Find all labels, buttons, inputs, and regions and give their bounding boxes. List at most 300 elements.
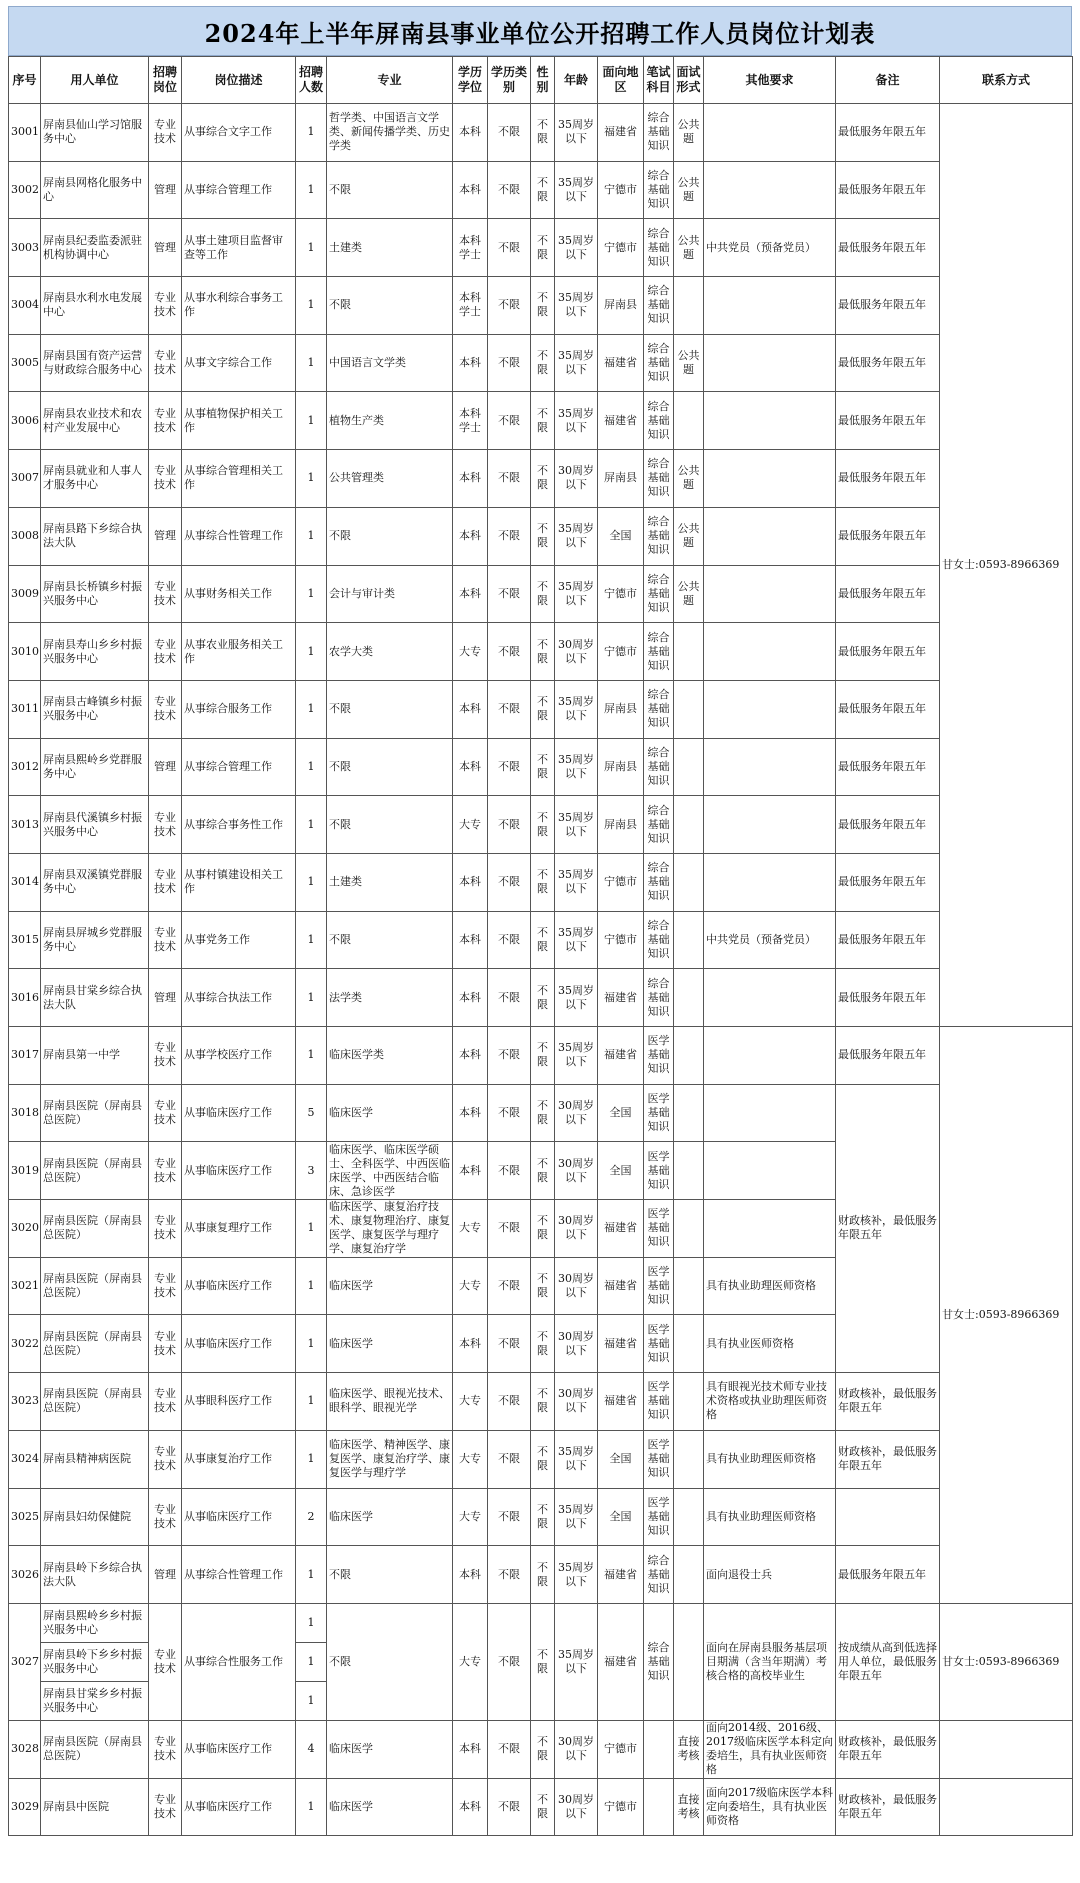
other-cell [704, 738, 836, 796]
age-cell: 35周岁以下 [555, 565, 598, 623]
written-cell: 综合基础知识 [644, 1546, 674, 1604]
degree-cell: 本科 [453, 1546, 488, 1604]
other-cell [704, 392, 836, 450]
post-type-cell: 管理 [149, 1546, 182, 1604]
other-cell: 中共党员（预备党员） [704, 219, 836, 277]
header-degree: 学历学位 [453, 57, 488, 104]
unit-cell: 屏南县长桥镇乡村振兴服务中心 [41, 565, 149, 623]
degree-type-cell: 不限 [488, 507, 531, 565]
header-interview: 面试形式 [674, 57, 704, 104]
written-cell: 医学基础知识 [644, 1488, 674, 1546]
unit-cell: 屏南县路下乡综合执法大队 [41, 507, 149, 565]
interview-cell [674, 1603, 704, 1720]
table-row [9, 1084, 1073, 1142]
unit-cell: 屏南县岭下乡乡村振兴服务中心 [41, 1642, 149, 1681]
post-type-cell: 专业技术 [149, 1142, 182, 1200]
other-cell: 面向在屏南县服务基层项目期满（含当年期满）考核合格的高校毕业生 [704, 1603, 836, 1720]
degree-type-cell: 不限 [488, 104, 531, 162]
major-cell: 临床医学 [327, 1720, 453, 1778]
gender-cell: 不限 [531, 161, 555, 219]
other-cell [704, 1200, 836, 1258]
written-cell: 综合基础知识 [644, 565, 674, 623]
remark-cell: 最低服务年限五年 [836, 911, 940, 969]
unit-cell: 屏南县代溪镇乡村振兴服务中心 [41, 796, 149, 854]
header-degree-type: 学历类别 [488, 57, 531, 104]
degree-type-cell: 不限 [488, 969, 531, 1027]
gender-cell: 不限 [531, 1603, 555, 1720]
table-row [9, 565, 1073, 623]
table-row [9, 738, 1073, 796]
age-cell: 35周岁以下 [555, 392, 598, 450]
remark-cell: 最低服务年限五年 [836, 1546, 940, 1604]
unit-cell: 屏南县中医院 [41, 1778, 149, 1836]
degree-cell: 本科 [453, 911, 488, 969]
table-row [9, 161, 1073, 219]
desc-cell: 从事村镇建设相关工作 [182, 853, 296, 911]
written-cell: 综合基础知识 [644, 450, 674, 508]
gender-cell: 不限 [531, 1142, 555, 1200]
written-cell: 医学基础知识 [644, 1200, 674, 1258]
major-cell: 会计与审计类 [327, 565, 453, 623]
degree-type-cell: 不限 [488, 1430, 531, 1488]
unit-cell: 屏南县妇幼保健院 [41, 1488, 149, 1546]
degree-cell: 本科 [453, 450, 488, 508]
seq-cell: 3014 [9, 853, 41, 911]
region-cell: 福建省 [598, 1373, 644, 1431]
major-cell: 临床医学 [327, 1778, 453, 1836]
seq-cell: 3018 [9, 1084, 41, 1142]
count-cell: 1 [296, 1603, 327, 1642]
major-cell: 临床医学、眼视光技术、眼科学、眼视光学 [327, 1373, 453, 1431]
gender-cell: 不限 [531, 623, 555, 681]
count-cell: 1 [296, 911, 327, 969]
post-type-cell: 专业技术 [149, 796, 182, 854]
region-cell: 全国 [598, 1430, 644, 1488]
region-cell: 宁德市 [598, 1778, 644, 1836]
table-row [9, 623, 1073, 681]
count-cell: 2 [296, 1488, 327, 1546]
degree-cell: 大专 [453, 1257, 488, 1315]
written-cell: 医学基础知识 [644, 1430, 674, 1488]
major-cell: 临床医学、临床医学硕士、全科医学、中西医临床医学、中西医结合临床、急诊医学 [327, 1142, 453, 1200]
degree-type-cell: 不限 [488, 1142, 531, 1200]
desc-cell: 从事临床医疗工作 [182, 1315, 296, 1373]
degree-cell: 本科 [453, 1084, 488, 1142]
other-cell [704, 334, 836, 392]
seq-cell: 3022 [9, 1315, 41, 1373]
unit-cell: 屏南县屏城乡党群服务中心 [41, 911, 149, 969]
age-cell: 35周岁以下 [555, 796, 598, 854]
post-type-cell: 专业技术 [149, 1200, 182, 1258]
header-unit: 用人单位 [41, 57, 149, 104]
seq-cell: 3020 [9, 1200, 41, 1258]
remark-cell: 最低服务年限五年 [836, 507, 940, 565]
seq-cell: 3011 [9, 680, 41, 738]
count-cell: 5 [296, 1084, 327, 1142]
table-row [9, 219, 1073, 277]
region-cell: 福建省 [598, 1603, 644, 1720]
interview-cell: 公共题 [674, 507, 704, 565]
other-cell: 面向退役士兵 [704, 1546, 836, 1604]
interview-cell [674, 1546, 704, 1604]
other-cell: 具有执业助理医师资格 [704, 1430, 836, 1488]
written-cell: 综合基础知识 [644, 1603, 674, 1720]
age-cell: 30周岁以下 [555, 1315, 598, 1373]
major-cell: 不限 [327, 1546, 453, 1604]
other-cell [704, 507, 836, 565]
other-cell [704, 1027, 836, 1085]
degree-type-cell: 不限 [488, 277, 531, 335]
header-count: 招聘人数 [296, 57, 327, 104]
desc-cell: 从事临床医疗工作 [182, 1257, 296, 1315]
post-type-cell: 专业技术 [149, 565, 182, 623]
major-cell: 不限 [327, 738, 453, 796]
page [8, 6, 1072, 1836]
table-row [9, 1778, 1073, 1836]
other-cell [704, 104, 836, 162]
degree-cell: 本科 [453, 853, 488, 911]
seq-cell: 3004 [9, 277, 41, 335]
degree-cell: 本科 [453, 680, 488, 738]
gender-cell: 不限 [531, 738, 555, 796]
degree-cell: 本科 [453, 1315, 488, 1373]
remark-cell: 财政核补，最低服务年限五年 [836, 1373, 940, 1431]
degree-cell: 本科 [453, 1778, 488, 1836]
degree-type-cell: 不限 [488, 1257, 531, 1315]
region-cell: 宁德市 [598, 1720, 644, 1778]
interview-cell: 公共题 [674, 565, 704, 623]
degree-type-cell: 不限 [488, 1488, 531, 1546]
age-cell: 35周岁以下 [555, 161, 598, 219]
count-cell: 1 [296, 1681, 327, 1720]
region-cell: 福建省 [598, 1200, 644, 1258]
degree-type-cell: 不限 [488, 680, 531, 738]
region-cell: 全国 [598, 507, 644, 565]
seq-cell: 3027 [9, 1603, 41, 1720]
other-cell [704, 277, 836, 335]
degree-cell: 大专 [453, 1200, 488, 1258]
seq-cell: 3026 [9, 1546, 41, 1604]
region-cell: 屏南县 [598, 450, 644, 508]
count-cell: 1 [296, 1315, 327, 1373]
gender-cell: 不限 [531, 1778, 555, 1836]
age-cell: 30周岁以下 [555, 450, 598, 508]
gender-cell: 不限 [531, 969, 555, 1027]
count-cell: 1 [296, 1778, 327, 1836]
written-cell: 综合基础知识 [644, 104, 674, 162]
degree-type-cell: 不限 [488, 853, 531, 911]
interview-cell [674, 623, 704, 681]
interview-cell: 公共题 [674, 219, 704, 277]
other-cell: 面向2014级、2016级、2017级临床医学本科定向委培生，具有执业医师资格 [704, 1720, 836, 1778]
age-cell: 30周岁以下 [555, 623, 598, 681]
major-cell: 不限 [327, 680, 453, 738]
unit-cell: 屏南县国有资产运营与财政综合服务中心 [41, 334, 149, 392]
major-cell: 土建类 [327, 219, 453, 277]
count-cell: 1 [296, 392, 327, 450]
other-cell [704, 565, 836, 623]
interview-cell [674, 1084, 704, 1142]
remark-cell: 最低服务年限五年 [836, 104, 940, 162]
region-cell: 福建省 [598, 104, 644, 162]
degree-cell: 本科 [453, 104, 488, 162]
count-cell: 1 [296, 1373, 327, 1431]
interview-cell [674, 392, 704, 450]
remark-cell: 最低服务年限五年 [836, 853, 940, 911]
unit-cell: 屏南县农业技术和农村产业发展中心 [41, 392, 149, 450]
degree-type-cell: 不限 [488, 1315, 531, 1373]
table-row [9, 392, 1073, 450]
interview-cell [674, 1488, 704, 1546]
seq-cell: 3021 [9, 1257, 41, 1315]
major-cell: 公共管理类 [327, 450, 453, 508]
gender-cell: 不限 [531, 392, 555, 450]
header-written: 笔试科目 [644, 57, 674, 104]
header-other: 其他要求 [704, 57, 836, 104]
interview-cell [674, 1430, 704, 1488]
post-type-cell: 专业技术 [149, 680, 182, 738]
region-cell: 宁德市 [598, 219, 644, 277]
post-type-cell: 专业技术 [149, 392, 182, 450]
interview-cell [674, 1315, 704, 1373]
gender-cell: 不限 [531, 680, 555, 738]
other-cell: 具有执业助理医师资格 [704, 1488, 836, 1546]
gender-cell: 不限 [531, 1315, 555, 1373]
unit-cell: 屏南县仙山学习馆服务中心 [41, 104, 149, 162]
written-cell: 综合基础知识 [644, 853, 674, 911]
gender-cell: 不限 [531, 1430, 555, 1488]
desc-cell: 从事农业服务相关工作 [182, 623, 296, 681]
desc-cell: 从事眼科医疗工作 [182, 1373, 296, 1431]
interview-cell: 公共题 [674, 334, 704, 392]
degree-cell: 本科 [453, 1720, 488, 1778]
table-row [9, 911, 1073, 969]
major-cell: 不限 [327, 161, 453, 219]
written-cell: 综合基础知识 [644, 507, 674, 565]
table-row [9, 1430, 1073, 1488]
contact-cell: 甘女士:0593-8966369 [940, 104, 1073, 1027]
degree-cell: 大专 [453, 1603, 488, 1720]
region-cell: 宁德市 [598, 565, 644, 623]
region-cell: 福建省 [598, 969, 644, 1027]
interview-cell: 公共题 [674, 450, 704, 508]
unit-cell: 屏南县医院（屏南县总医院） [41, 1200, 149, 1258]
degree-type-cell: 不限 [488, 565, 531, 623]
post-type-cell: 专业技术 [149, 1778, 182, 1836]
table-row [9, 969, 1073, 1027]
age-cell: 35周岁以下 [555, 1546, 598, 1604]
header-row [9, 57, 1073, 104]
degree-cell: 本科 [453, 1027, 488, 1085]
gender-cell: 不限 [531, 853, 555, 911]
desc-cell: 从事临床医疗工作 [182, 1084, 296, 1142]
other-cell: 中共党员（预备党员） [704, 911, 836, 969]
table-row [9, 450, 1073, 508]
region-cell: 宁德市 [598, 161, 644, 219]
remark-cell: 财政核补，最低服务年限五年 [836, 1720, 940, 1778]
age-cell: 35周岁以下 [555, 853, 598, 911]
count-cell: 1 [296, 1430, 327, 1488]
written-cell: 综合基础知识 [644, 680, 674, 738]
contact-cell: 甘女士:0593-8966369 [940, 1603, 1073, 1720]
desc-cell: 从事康复理疗工作 [182, 1200, 296, 1258]
remark-cell: 财政核补，最低服务年限五年 [836, 1778, 940, 1836]
count-cell: 1 [296, 1257, 327, 1315]
seq-cell: 3003 [9, 219, 41, 277]
written-cell: 医学基础知识 [644, 1257, 674, 1315]
count-cell: 1 [296, 796, 327, 854]
interview-cell: 直接考核 [674, 1720, 704, 1778]
degree-cell: 本科学士 [453, 219, 488, 277]
header-gender: 性别 [531, 57, 555, 104]
count-cell: 1 [296, 1642, 327, 1681]
remark-cell: 最低服务年限五年 [836, 161, 940, 219]
desc-cell: 从事党务工作 [182, 911, 296, 969]
degree-type-cell: 不限 [488, 1200, 531, 1258]
seq-cell: 3019 [9, 1142, 41, 1200]
desc-cell: 从事综合文字工作 [182, 104, 296, 162]
degree-type-cell: 不限 [488, 796, 531, 854]
major-cell: 哲学类、中国语言文学类、新闻传播学类、历史学类 [327, 104, 453, 162]
major-cell: 临床医学、康复治疗技术、康复物理治疗、康复医学、康复医学与理疗学、康复治疗学 [327, 1200, 453, 1258]
unit-cell: 屏南县双溪镇党群服务中心 [41, 853, 149, 911]
age-cell: 35周岁以下 [555, 1027, 598, 1085]
count-cell: 1 [296, 161, 327, 219]
degree-type-cell: 不限 [488, 1778, 531, 1836]
count-cell: 1 [296, 853, 327, 911]
other-cell [704, 853, 836, 911]
interview-cell [674, 969, 704, 1027]
gender-cell: 不限 [531, 277, 555, 335]
gender-cell: 不限 [531, 334, 555, 392]
major-cell: 临床医学、精神医学、康复医学、康复治疗学、康复医学与理疗学 [327, 1430, 453, 1488]
count-cell: 1 [296, 450, 327, 508]
desc-cell: 从事综合管理工作 [182, 161, 296, 219]
desc-cell: 从事临床医疗工作 [182, 1720, 296, 1778]
region-cell: 全国 [598, 1142, 644, 1200]
unit-cell: 屏南县古峰镇乡村振兴服务中心 [41, 680, 149, 738]
count-cell: 1 [296, 1200, 327, 1258]
written-cell [644, 1778, 674, 1836]
degree-type-cell: 不限 [488, 1546, 531, 1604]
other-cell [704, 623, 836, 681]
post-type-cell: 专业技术 [149, 853, 182, 911]
seq-cell: 3012 [9, 738, 41, 796]
region-cell: 宁德市 [598, 853, 644, 911]
post-type-cell: 管理 [149, 219, 182, 277]
count-cell: 3 [296, 1142, 327, 1200]
major-cell: 临床医学 [327, 1315, 453, 1373]
remark-cell: 最低服务年限五年 [836, 680, 940, 738]
post-type-cell: 专业技术 [149, 1720, 182, 1778]
major-cell: 不限 [327, 507, 453, 565]
age-cell: 35周岁以下 [555, 911, 598, 969]
unit-cell: 屏南县熙岭乡党群服务中心 [41, 738, 149, 796]
degree-cell: 本科 [453, 969, 488, 1027]
count-cell: 1 [296, 969, 327, 1027]
post-type-cell: 管理 [149, 738, 182, 796]
major-cell: 不限 [327, 911, 453, 969]
degree-cell: 大专 [453, 623, 488, 681]
remark-cell: 最低服务年限五年 [836, 334, 940, 392]
gender-cell: 不限 [531, 1200, 555, 1258]
region-cell: 宁德市 [598, 911, 644, 969]
count-cell: 1 [296, 680, 327, 738]
major-cell: 临床医学 [327, 1257, 453, 1315]
count-cell: 1 [296, 1027, 327, 1085]
post-type-cell: 专业技术 [149, 1257, 182, 1315]
header-seq: 序号 [9, 57, 41, 104]
remark-cell: 财政核补，最低服务年限五年 [836, 1084, 940, 1372]
post-type-cell: 专业技术 [149, 450, 182, 508]
table-row [9, 853, 1073, 911]
major-cell: 临床医学类 [327, 1027, 453, 1085]
gender-cell: 不限 [531, 219, 555, 277]
region-cell: 屏南县 [598, 796, 644, 854]
remark-cell: 最低服务年限五年 [836, 738, 940, 796]
interview-cell [674, 1200, 704, 1258]
region-cell: 福建省 [598, 392, 644, 450]
other-cell [704, 161, 836, 219]
unit-cell: 屏南县甘棠乡综合执法大队 [41, 969, 149, 1027]
count-cell: 1 [296, 507, 327, 565]
degree-type-cell: 不限 [488, 1603, 531, 1720]
seq-cell: 3023 [9, 1373, 41, 1431]
table-row [9, 1027, 1073, 1085]
interview-cell: 公共题 [674, 104, 704, 162]
desc-cell: 从事康复治疗工作 [182, 1430, 296, 1488]
post-type-cell: 管理 [149, 161, 182, 219]
table-row [9, 104, 1073, 162]
desc-cell: 从事临床医疗工作 [182, 1488, 296, 1546]
degree-cell: 本科学士 [453, 277, 488, 335]
region-cell: 屏南县 [598, 277, 644, 335]
desc-cell: 从事综合性管理工作 [182, 507, 296, 565]
degree-cell: 本科 [453, 738, 488, 796]
desc-cell: 从事综合性服务工作 [182, 1603, 296, 1720]
interview-cell [674, 738, 704, 796]
degree-type-cell: 不限 [488, 1720, 531, 1778]
desc-cell: 从事临床医疗工作 [182, 1142, 296, 1200]
major-cell: 不限 [327, 796, 453, 854]
unit-cell: 屏南县纪委监委派驻机构协调中心 [41, 219, 149, 277]
header-post-type: 招聘岗位 [149, 57, 182, 104]
desc-cell: 从事综合性管理工作 [182, 1546, 296, 1604]
written-cell: 医学基础知识 [644, 1142, 674, 1200]
table-row [9, 796, 1073, 854]
seq-cell: 3028 [9, 1720, 41, 1778]
page-title: 2024年上半年屏南县事业单位公开招聘工作人员岗位计划表 [8, 6, 1072, 56]
age-cell: 30周岁以下 [555, 1084, 598, 1142]
other-cell [704, 1142, 836, 1200]
degree-cell: 本科 [453, 334, 488, 392]
degree-type-cell: 不限 [488, 623, 531, 681]
gender-cell: 不限 [531, 1720, 555, 1778]
table-row [9, 334, 1073, 392]
seq-cell: 3005 [9, 334, 41, 392]
gender-cell: 不限 [531, 911, 555, 969]
major-cell: 临床医学 [327, 1488, 453, 1546]
count-cell: 1 [296, 565, 327, 623]
remark-cell: 最低服务年限五年 [836, 392, 940, 450]
degree-type-cell: 不限 [488, 219, 531, 277]
degree-type-cell: 不限 [488, 911, 531, 969]
count-cell: 1 [296, 104, 327, 162]
remark-cell: 最低服务年限五年 [836, 277, 940, 335]
age-cell: 30周岁以下 [555, 1142, 598, 1200]
interview-cell [674, 911, 704, 969]
post-type-cell: 专业技术 [149, 1315, 182, 1373]
